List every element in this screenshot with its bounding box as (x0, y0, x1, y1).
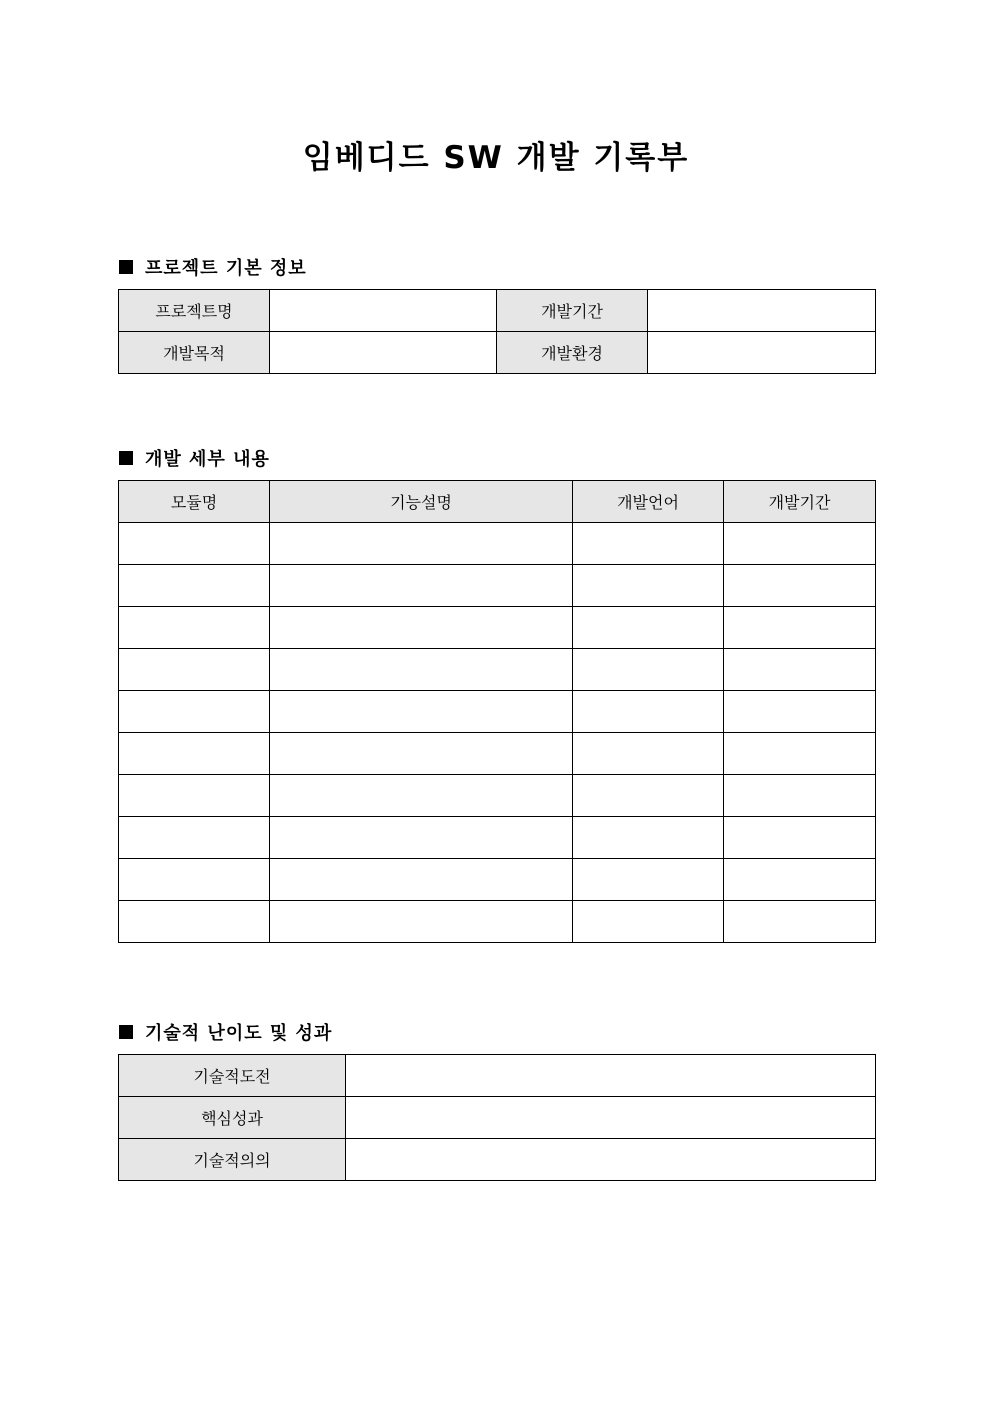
tech-significance-field[interactable] (346, 1139, 876, 1181)
function-desc-cell[interactable] (270, 859, 573, 901)
dev-period-cell[interactable] (724, 901, 876, 943)
dev-language-cell[interactable] (573, 607, 724, 649)
label-cell: 핵심성과 (119, 1097, 346, 1139)
square-bullet-icon (119, 1025, 133, 1039)
dev-period-cell[interactable] (724, 607, 876, 649)
column-header: 모듈명 (119, 481, 270, 523)
table-header-row (119, 481, 876, 523)
table-row (119, 1055, 876, 1097)
tech-achievement-table (118, 1054, 876, 1181)
table-row (119, 1097, 876, 1139)
module-name-cell[interactable] (119, 859, 270, 901)
dev-period-cell[interactable] (724, 523, 876, 565)
function-desc-cell[interactable] (270, 649, 573, 691)
table-row (119, 290, 876, 332)
module-name-cell[interactable] (119, 523, 270, 565)
dev-environment-field[interactable] (648, 332, 876, 374)
module-name-cell[interactable] (119, 775, 270, 817)
dev-language-cell[interactable] (573, 817, 724, 859)
table-row (119, 817, 876, 859)
section-heading-tech-achievement (119, 1019, 332, 1045)
dev-language-cell[interactable] (573, 523, 724, 565)
label-cell: 프로젝트명 (119, 290, 270, 332)
column-header: 개발기간 (724, 481, 876, 523)
key-achievement-field[interactable] (346, 1097, 876, 1139)
table-row (119, 859, 876, 901)
module-name-cell[interactable] (119, 733, 270, 775)
module-name-cell[interactable] (119, 901, 270, 943)
column-header: 개발언어 (573, 481, 724, 523)
table-row (119, 565, 876, 607)
dev-language-cell[interactable] (573, 691, 724, 733)
function-desc-cell[interactable] (270, 901, 573, 943)
square-bullet-icon (119, 451, 133, 465)
label-cell: 개발기간 (497, 290, 648, 332)
label-cell: 기술적도전 (119, 1055, 346, 1097)
function-desc-cell[interactable] (270, 775, 573, 817)
dev-language-cell[interactable] (573, 901, 724, 943)
dev-purpose-field[interactable] (270, 332, 497, 374)
tech-challenge-field[interactable] (346, 1055, 876, 1097)
function-desc-cell[interactable] (270, 565, 573, 607)
dev-period-field[interactable] (648, 290, 876, 332)
table-row (119, 649, 876, 691)
function-desc-cell[interactable] (270, 691, 573, 733)
function-desc-cell[interactable] (270, 523, 573, 565)
module-name-cell[interactable] (119, 817, 270, 859)
table-row (119, 775, 876, 817)
function-desc-cell[interactable] (270, 607, 573, 649)
dev-language-cell[interactable] (573, 733, 724, 775)
dev-period-cell[interactable] (724, 817, 876, 859)
dev-language-cell[interactable] (573, 775, 724, 817)
section-heading-dev-details (119, 445, 270, 471)
section-heading-basic-info (119, 254, 307, 280)
section-heading-label: 프로젝트 기본 정보 (145, 258, 307, 279)
square-bullet-icon (119, 260, 133, 274)
dev-details-table (118, 480, 876, 943)
label-cell: 개발목적 (119, 332, 270, 374)
dev-language-cell[interactable] (573, 565, 724, 607)
dev-period-cell[interactable] (724, 649, 876, 691)
basic-info-table (118, 289, 876, 374)
section-heading-label: 개발 세부 내용 (145, 449, 270, 470)
label-cell: 기술적의의 (119, 1139, 346, 1181)
page-title: 임베디드 SW 개발 기록부 (302, 140, 690, 176)
column-header: 기능설명 (270, 481, 573, 523)
module-name-cell[interactable] (119, 691, 270, 733)
module-name-cell[interactable] (119, 649, 270, 691)
dev-period-cell[interactable] (724, 565, 876, 607)
table-row (119, 523, 876, 565)
table-row (119, 733, 876, 775)
dev-language-cell[interactable] (573, 649, 724, 691)
dev-period-cell[interactable] (724, 859, 876, 901)
project-name-field[interactable] (270, 290, 497, 332)
function-desc-cell[interactable] (270, 733, 573, 775)
dev-period-cell[interactable] (724, 733, 876, 775)
table-row (119, 1139, 876, 1181)
table-row (119, 901, 876, 943)
label-cell: 개발환경 (497, 332, 648, 374)
module-name-cell[interactable] (119, 607, 270, 649)
dev-period-cell[interactable] (724, 691, 876, 733)
module-name-cell[interactable] (119, 565, 270, 607)
dev-language-cell[interactable] (573, 859, 724, 901)
function-desc-cell[interactable] (270, 817, 573, 859)
table-row (119, 607, 876, 649)
table-row (119, 332, 876, 374)
dev-period-cell[interactable] (724, 775, 876, 817)
section-heading-label: 기술적 난이도 및 성과 (145, 1023, 333, 1044)
table-row (119, 691, 876, 733)
